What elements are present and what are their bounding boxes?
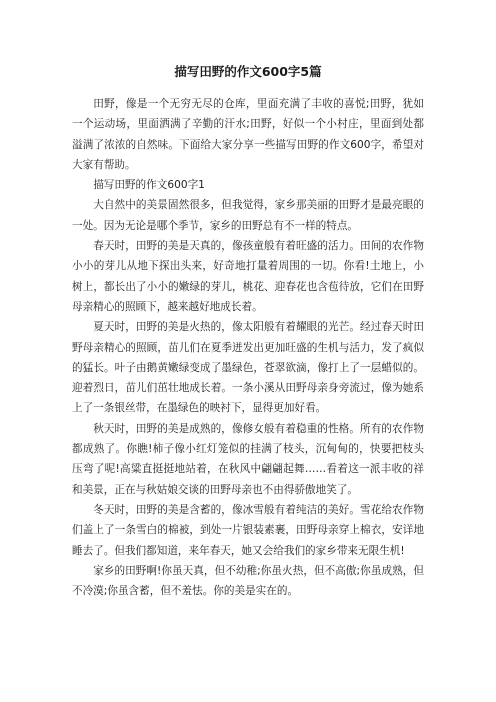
intro-paragraph: 田野，像是一个无穷无尽的仓库，里面充满了丰收的喜悦;田野，犹如一个运动场，里面洒满了辛勤的汗水;田野，好似一个小村庄，里面到处都溢满了浓浓的自然味。下面给大家分享一些描写田野的作文600字，希望对大家有帮助。 bbox=[72, 98, 424, 171]
paragraph-summer: 夏天时，田野的美是火热的，像太阳般有着耀眼的光芒。经过春天时田野母亲精心的照顾，苗儿们在夏季迸发出更加旺盛的生机与活力，发了疯似的猛长。叶子由鹅黄嫩绿变成了墨绿色，苍翠欲滴，像打上了一层蜡似的。迎着烈日，苗儿们茁壮地成长着。一条小溪从田野母亲身旁流过，像为她系上了一条银丝带，在墨绿色的映衬下，显得更加好看。 bbox=[72, 321, 424, 415]
paragraph-spring: 春天时，田野的美是天真的，像孩童般有着旺盛的活力。田间的农作物小小的芽儿从地下探出头来，好奇地打量着周围的一切。你看!土地上，小树上，都长出了小小的嫩绿的芽儿，桃花、迎春花也含苞待放，它们在田野母亲精心的照顾下，越来越好地成长着。 bbox=[72, 240, 424, 313]
paragraph-winter: 冬天时，田野的美是含蓄的，像冰雪般有着纯洁的美好。雪花给农作物们盖上了一条雪白的棉被，到处一片银装素裹，田野母亲穿上棉衣，安详地睡去了。但我们都知道，来年春天，她又会给我们的家乡带来无限生机! bbox=[72, 503, 424, 557]
paragraph-conclusion: 家乡的田野啊!你虽天真，但不幼稚;你虽火热，但不高傲;你虽成熟，但不冷漠;你虽含蓄，但不羞怯。你的美是实在的。 bbox=[72, 564, 424, 598]
paragraph: 大自然中的美景固然很多，但我觉得，家乡那美丽的田野才是最亮眼的一处。因为无论是哪个季节，家乡的田野总有不一样的特点。 bbox=[72, 199, 424, 232]
document-title: 描写田野的作文600字5篇 bbox=[174, 64, 322, 79]
section-heading: 描写田野的作文600字1 bbox=[93, 179, 205, 192]
paragraph-autumn: 秋天时，田野的美是成熟的，像修女般有着稳重的性格。所有的农作物都成熟了。你瞧!柿子像小红灯笼似的挂满了枝头，沉甸甸的，快要把枝头压弯了呢!高粱直挺挺地站着，在秋风中翩翩起舞……看着这一派丰收的祥和美景，正在与秋姑娘交谈的田野母亲也不由得骄傲地笑了。 bbox=[72, 422, 424, 496]
